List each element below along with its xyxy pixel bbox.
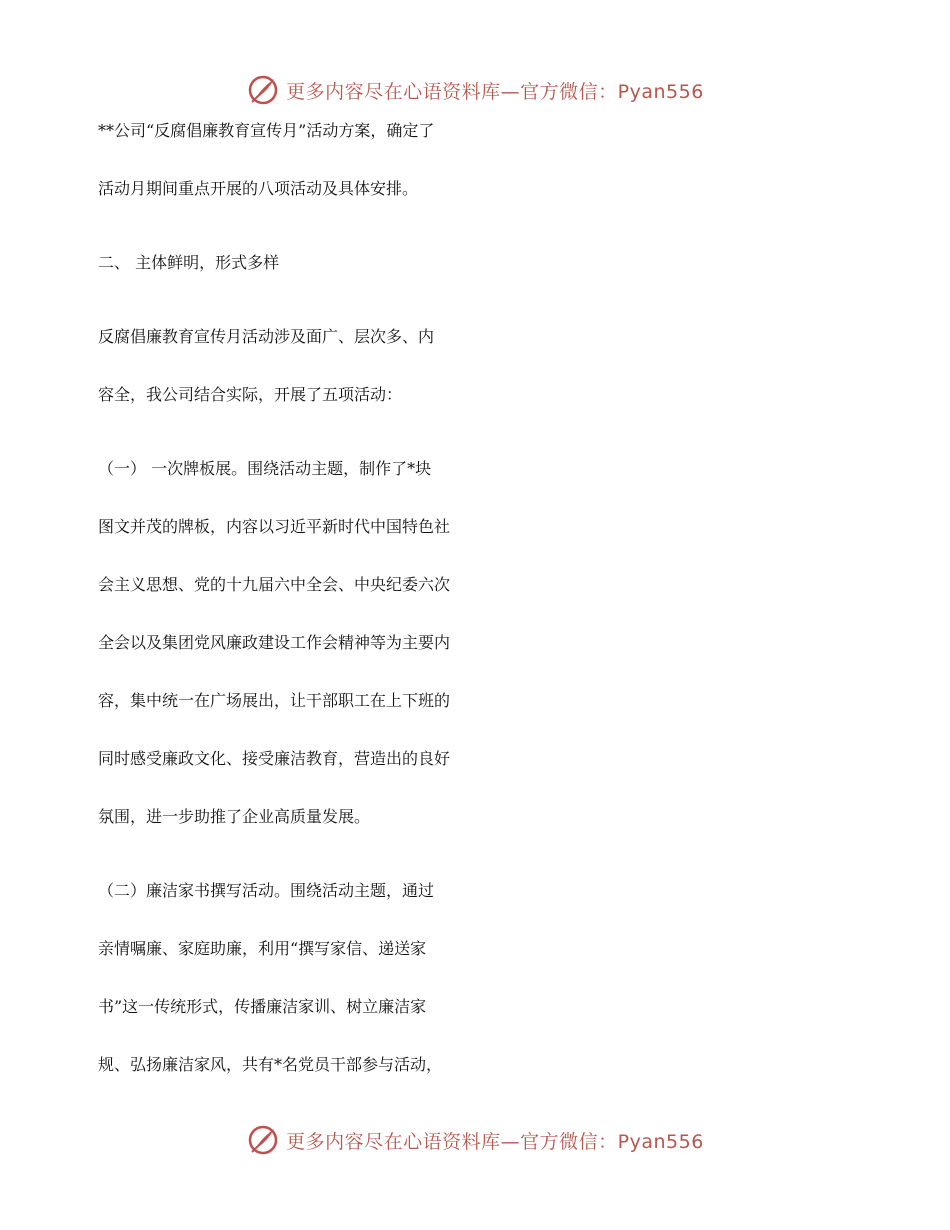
watermark-header: [0, 70, 950, 110]
text-line: 反腐倡廉教育宣传月活动涉及面广、层次多、内: [98, 327, 435, 346]
text-line: 容，集中统一在广场展出，让干部职工在上下班的: [98, 691, 451, 710]
feather-pen-circle-icon: [246, 1123, 280, 1157]
document-body: [98, 118, 858, 1110]
text-line: 会主义思想、党的十九届六中全会、中央纪委六次: [98, 575, 451, 594]
text-line: 容全，我公司结合实际，开展了五项活动：: [98, 385, 403, 404]
section-heading: 二、 主体鲜明，形式多样: [98, 253, 280, 272]
text-line: 同时感受廉政文化、接受廉洁教育，营造出的良好: [98, 749, 451, 768]
text-line: 规、弘扬廉洁家风，共有*名党员干部参与活动，: [98, 1055, 443, 1074]
watermark-text: 更多内容尽在心语资料库—官方微信：Pyan556: [286, 80, 704, 103]
text-line: 图文并茂的牌板，内容以习近平新时代中国特色社: [98, 517, 451, 536]
text-line: 全会以及集团党风廉政建设工作会精神等为主要内: [98, 633, 451, 652]
watermark-text: 更多内容尽在心语资料库—官方微信：Pyan556: [286, 1130, 704, 1153]
text-line: 亲情嘱廉、家庭助廉，利用“撰写家信、递送家: [98, 939, 427, 958]
text-line: （二）廉洁家书撰写活动。围绕活动主题，通过: [98, 881, 435, 900]
text-line: （一） 一次牌板展。围绕活动主题，制作了*块: [98, 459, 432, 478]
watermark-footer: [0, 1120, 950, 1160]
text-line: 活动月期间重点开展的八项活动及具体安排。: [98, 179, 419, 198]
text-line: **公司“反腐倡廉教育宣传月”活动方案，确定了: [98, 121, 435, 140]
text-line: 氛围，进一步助推了企业高质量发展。: [98, 807, 371, 826]
feather-pen-circle-icon: [246, 73, 280, 107]
text-line: 书”这一传统形式，传播廉洁家训、树立廉洁家: [98, 997, 427, 1016]
